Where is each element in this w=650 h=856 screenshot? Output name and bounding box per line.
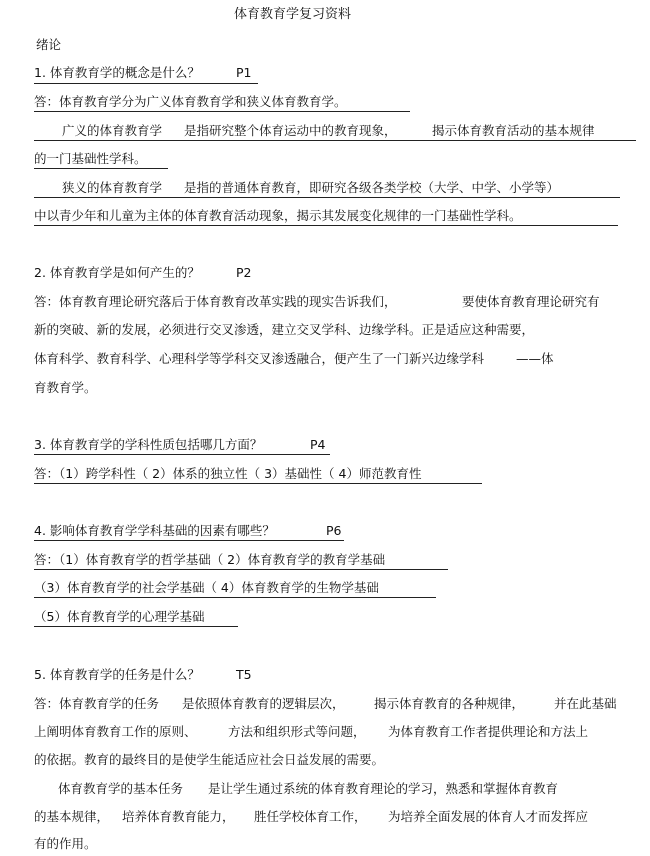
question-3-underline (34, 454, 330, 455)
answer-5-line-5d: 为培养全面发展的体育人才而发挥应 (388, 809, 589, 824)
answer-5-line-1c: 揭示体育教育的各种规律， (374, 696, 525, 711)
answer-1-narrow-end: 中以青少年和儿童为主体的体育教育活动现象，揭示其发展变化规律的一门基础性学科。 (34, 208, 522, 223)
answer-1-broad-underline (34, 140, 636, 141)
answer-2-line-1a: 答：体育教育理论研究落后于体育教育改革实践的现实告诉我们， (34, 294, 397, 309)
answer-2-line-3b: ——体 (516, 351, 554, 366)
answer-1-broad-term: 广义的体育教育学 (62, 123, 163, 138)
answer-5-line-1b: 是依照体育教育的逻辑层次， (182, 696, 345, 711)
question-4: 4. 影响体育教育学学科基础的因素有哪些？ (34, 523, 275, 538)
answer-1-narrow-term: 狭义的体育教育学 (62, 180, 163, 195)
answer-5-line-4b: 是让学生通过系统的体育教育理论的学习，熟悉和掌握体育教育 (208, 781, 559, 796)
answer-4-line-3-underline (34, 626, 238, 627)
question-1: 1. 体育教育学的概念是什么？ (34, 65, 200, 80)
answer-4-line-1: 答：（1）体育教育学的哲学基础（ 2）体育教育学的教育学基础 (34, 552, 386, 567)
document-title: 体育教育学复习资料 (234, 7, 352, 22)
question-5: 5. 体育教育学的任务是什么？ (34, 667, 200, 682)
answer-5-line-1a: 答：体育教育学的任务 (34, 696, 160, 711)
answer-3: 答：（1）跨学科性（ 2）体系的独立性（ 3）基础性（ 4）师范教育性 (34, 466, 422, 481)
answer-5-line-2b: 方法和组织形式等问题， (228, 724, 366, 739)
question-2: 2. 体育教育学是如何产生的？ (34, 265, 200, 280)
answer-5-line-5b: 培养体育教育能力， (122, 809, 235, 824)
answer-1-narrow-end-underline (34, 225, 618, 226)
answer-5-line-3: 的依据。教育的最终目的是使学生能适应社会日益发展的需要。 (34, 752, 385, 767)
question-1-page-ref: P1 (236, 65, 252, 80)
answer-4-line-3: （5）体育教育学的心理学基础 (34, 609, 205, 624)
answer-4-line-2: （3）体育教育学的社会学基础（ 4）体育教育学的生物学基础 (34, 580, 379, 595)
question-4-page-ref: P6 (326, 523, 342, 538)
answer-2-line-2: 新的突破、新的发展，必须进行交叉渗透，建立交叉学科、边缘学科。正是适应这种需要， (34, 322, 535, 337)
answer-1-narrow-definition: 是指的普通体育教育，即研究各级各类学校（大学、中学、小学等） (184, 180, 560, 195)
question-4-underline (34, 540, 344, 541)
answer-1-intro-underline (34, 111, 410, 112)
answer-5-line-5a: 的基本规律， (34, 809, 110, 824)
question-1-underline (34, 83, 258, 84)
answer-1-broad-end-underline (34, 168, 168, 169)
answer-1-intro: 答：体育教育学分为广义体育教育学和狭义体育教育学。 (34, 94, 347, 109)
answer-5-line-2c: 为体育教育工作者提供理论和方法上 (388, 724, 589, 739)
question-3-page-ref: P4 (310, 437, 326, 452)
answer-4-line-2-underline (34, 597, 436, 598)
answer-3-underline (34, 483, 482, 484)
question-5-page-ref: T5 (236, 667, 252, 682)
answer-5-line-1d: 并在此基础 (554, 696, 617, 711)
answer-1-broad-definition: 是指研究整个体育运动中的教育现象， (184, 123, 397, 138)
section-heading: 绪论 (36, 37, 62, 52)
answer-5-line-5c: 胜任学校体育工作， (254, 809, 367, 824)
question-2-page-ref: P2 (236, 265, 252, 280)
question-3: 3. 体育教育学的学科性质包括哪几方面？ (34, 437, 263, 452)
answer-1-broad-end: 的一门基础性学科。 (34, 151, 147, 166)
answer-5-line-2a: 上阐明体育教育工作的原则、 (34, 724, 197, 739)
answer-2-line-3a: 体育科学、教育科学、心理科学等学科交叉渗透融合，便产生了一门新兴边缘学科 (34, 351, 485, 366)
answer-1-broad-continued: 揭示体育教育活动的基本规律 (432, 123, 595, 138)
answer-2-line-1b: 要使体育教育理论研究有 (462, 294, 600, 309)
answer-4-line-1-underline (34, 569, 448, 570)
answer-1-narrow-underline (34, 197, 620, 198)
answer-5-line-6: 有的作用。 (34, 836, 97, 851)
answer-2-line-4: 育教育学。 (34, 380, 97, 395)
answer-5-line-4a: 体育教育学的基本任务 (58, 781, 184, 796)
